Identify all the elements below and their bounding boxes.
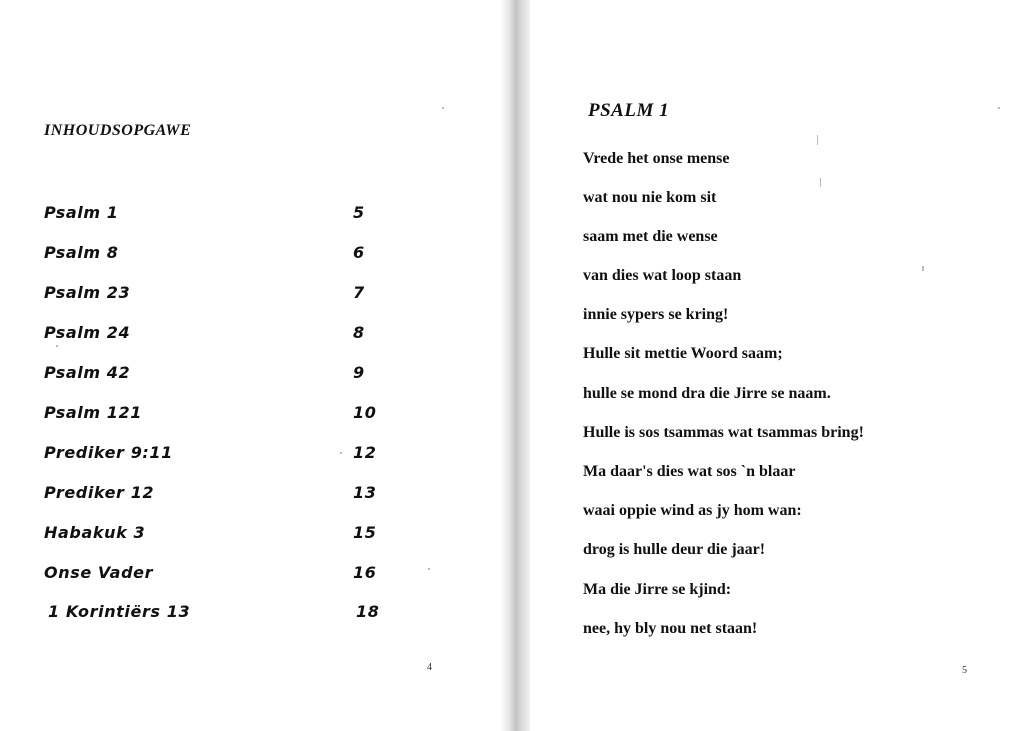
poem-line: van dies wat loop staan bbox=[583, 267, 742, 284]
toc-entry-label: Psalm 24 bbox=[44, 323, 131, 342]
toc-entry-page: 15 bbox=[353, 523, 377, 542]
right-page bbox=[530, 0, 1024, 731]
toc-entry bbox=[0, 203, 420, 229]
poem-line: drog is hulle deur die jaar! bbox=[583, 541, 766, 558]
toc-entry bbox=[0, 403, 420, 429]
toc-entry bbox=[0, 363, 420, 389]
toc-entry-page: 13 bbox=[353, 483, 377, 502]
poem-line: hulle se mond dra die Jirre se naam. bbox=[583, 385, 831, 402]
toc-entry bbox=[0, 283, 420, 309]
toc-entry bbox=[0, 443, 420, 469]
toc-entry bbox=[0, 602, 420, 628]
toc-entry-page: 6 bbox=[353, 243, 365, 262]
poem-line: saam met die wense bbox=[583, 228, 718, 245]
poem-line: Ma die Jirre se kjind: bbox=[583, 581, 732, 598]
toc-entry-page: 5 bbox=[353, 203, 365, 222]
poem-line: nee, hy bly nou net staan! bbox=[583, 620, 758, 637]
right-page-number: 5 bbox=[962, 665, 967, 676]
toc-entry-page: 12 bbox=[353, 443, 377, 462]
paper-speck bbox=[340, 452, 342, 454]
toc-entry bbox=[0, 323, 420, 349]
toc-entry-page: 9 bbox=[353, 363, 365, 382]
toc-entry-label: Psalm 1 bbox=[44, 203, 119, 222]
psalm-title: PSALM 1 bbox=[588, 100, 670, 121]
toc-entry-label: Prediker 9:11 bbox=[44, 443, 173, 462]
toc-entry-label: Psalm 23 bbox=[44, 283, 131, 302]
poem-line: waai oppie wind as jy hom wan: bbox=[583, 502, 802, 519]
poem-line: Ma daar's dies wat sos `n blaar bbox=[583, 463, 796, 480]
toc-entry-label: Psalm 8 bbox=[44, 243, 119, 262]
toc-entry bbox=[0, 563, 420, 589]
paper-speck bbox=[442, 107, 444, 109]
toc-entry-label: Onse Vader bbox=[44, 563, 154, 582]
paper-speck bbox=[817, 135, 818, 145]
toc-entry-page: 18 bbox=[356, 602, 380, 621]
toc-entry-label: 1 Korintiërs 13 bbox=[48, 602, 191, 621]
left-page bbox=[0, 0, 505, 731]
toc-entry bbox=[0, 523, 420, 549]
toc-entry-label: Psalm 42 bbox=[44, 363, 131, 382]
toc-entry-page: 8 bbox=[353, 323, 365, 342]
toc-entry bbox=[0, 483, 420, 509]
poem-line: Vrede het onse mense bbox=[583, 150, 730, 167]
toc-entry-page: 16 bbox=[353, 563, 377, 582]
left-page-number: 4 bbox=[427, 662, 432, 673]
paper-speck bbox=[922, 266, 924, 271]
toc-entry-label: Psalm 121 bbox=[44, 403, 143, 422]
poem-line: Hulle is sos tsammas wat tsammas bring! bbox=[583, 424, 864, 441]
poem-line: innie sypers se kring! bbox=[583, 306, 729, 323]
toc-heading: INHOUDSOPGAWE bbox=[44, 122, 192, 139]
poem-line: wat nou nie kom sit bbox=[583, 189, 717, 206]
paper-speck bbox=[820, 178, 821, 187]
paper-speck bbox=[998, 107, 1000, 109]
paper-speck bbox=[56, 345, 58, 347]
poem-line: Hulle sit mettie Woord saam; bbox=[583, 345, 783, 362]
toc-entry bbox=[0, 243, 420, 269]
toc-entry-label: Prediker 12 bbox=[44, 483, 155, 502]
paper-speck bbox=[428, 568, 430, 570]
toc-entry-page: 10 bbox=[353, 403, 377, 422]
toc-entry-label: Habakuk 3 bbox=[44, 523, 146, 542]
toc-entry-page: 7 bbox=[353, 283, 365, 302]
